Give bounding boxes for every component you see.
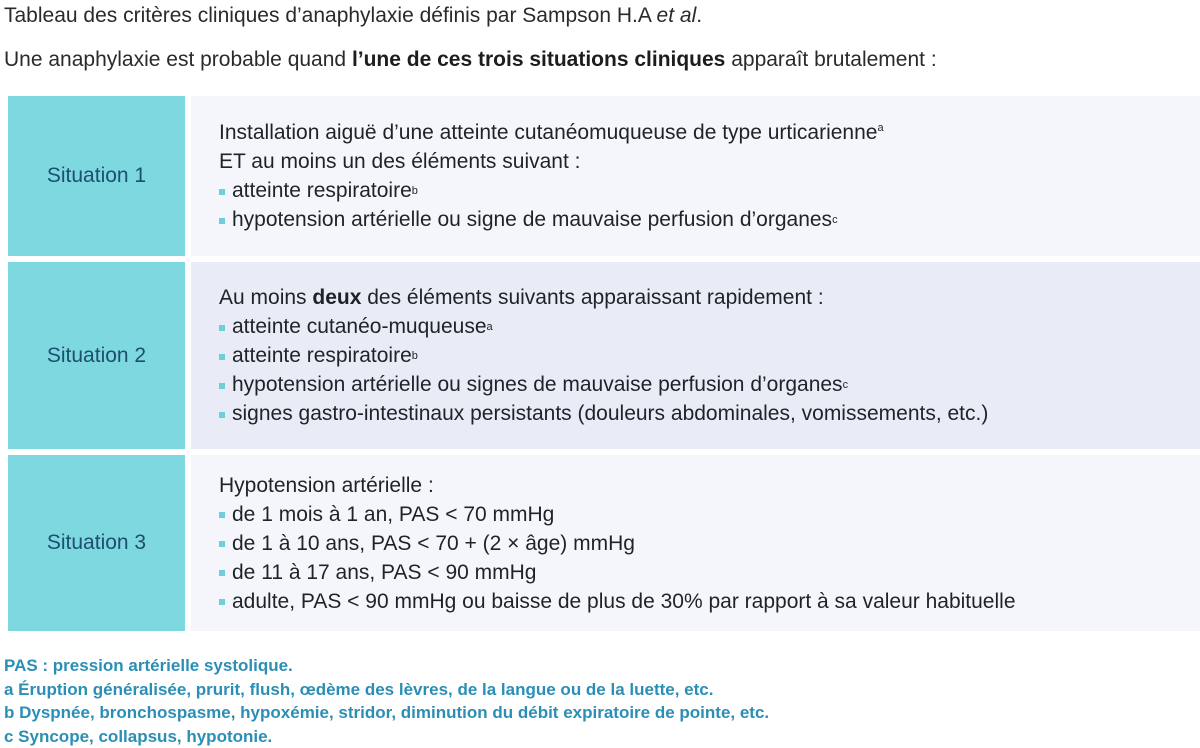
situation-label: Situation 3 <box>8 455 185 631</box>
list-item-text: de 1 mois à 1 an, PAS < 70 mmHg <box>232 500 554 529</box>
list-item <box>219 587 1200 616</box>
content-line: Hypotension artérielle : <box>219 471 1200 500</box>
situation-content <box>191 96 1200 256</box>
list-item-text: atteinte cutanéo-muqueuse <box>232 312 487 341</box>
situation-content <box>191 455 1200 631</box>
list-item-text: de 11 à 17 ans, PAS < 90 mmHg <box>232 558 536 587</box>
list-item-text: signes gastro-intestinaux persistants (douleurs abdominales, vomissements, etc.) <box>232 399 988 428</box>
footnote-ref: a <box>877 122 883 134</box>
footnote: b Dyspnée, bronchospasme, hypoxémie, stridor, diminution du débit expiratoire de pointe, etc. <box>4 701 769 725</box>
content-text: des éléments suivants apparaissant rapidement : <box>361 286 823 309</box>
bullet-square-icon <box>219 599 225 605</box>
bullet-square-icon <box>219 570 225 576</box>
list-item: atteinte respiratoire b <box>219 341 1200 370</box>
table-row-situation-1 <box>8 96 1200 256</box>
footnote: a Éruption généralisée, prurit, flush, œdème des lèvres, de la langue ou de la luette, etc. <box>4 678 769 702</box>
bullet-square-icon <box>219 512 225 518</box>
content-line <box>219 118 1200 147</box>
footnotes <box>4 654 769 748</box>
list-item: hypotension artérielle ou signes de mauvaise perfusion d’organes c <box>219 370 1200 399</box>
title-prefix: Tableau des critères cliniques d’anaphylaxie définis par Sampson H.A <box>4 4 657 27</box>
intro-text <box>4 46 937 74</box>
title-italic: et al <box>657 4 697 27</box>
content-bold: deux <box>312 286 361 309</box>
list-item <box>219 399 1200 428</box>
intro-suffix: apparaît brutalement : <box>725 48 936 71</box>
bullet-square-icon <box>219 189 225 195</box>
table-row-situation-3 <box>8 455 1200 631</box>
list-item-text: hypotension artérielle ou signes de mauvaise perfusion d’organes <box>232 370 843 399</box>
intro-prefix: Une anaphylaxie est probable quand <box>4 48 352 71</box>
bullet-square-icon <box>219 354 225 360</box>
list-item-text: atteinte respiratoire <box>232 176 412 205</box>
footnote: PAS : pression artérielle systolique. <box>4 654 769 678</box>
content-line: ET au moins un des éléments suivant : <box>219 147 1200 176</box>
situation-label: Situation 2 <box>8 262 185 449</box>
situation-label: Situation 1 <box>8 96 185 256</box>
page-title <box>4 2 702 30</box>
bullet-square-icon <box>219 218 225 224</box>
list-item: atteinte cutanéo-muqueuse a <box>219 312 1200 341</box>
content-text: Installation aiguë d’une atteinte cutanéomuqueuse de type urticarienne <box>219 121 877 144</box>
content-line <box>219 283 1200 312</box>
footnote: c Syncope, collapsus, hypotonie. <box>4 725 769 748</box>
situation-content <box>191 262 1200 449</box>
list-item: atteinte respiratoire b <box>219 176 1200 205</box>
list-item-text: adulte, PAS < 90 mmHg ou baisse de plus de 30% par rapport à sa valeur habituelle <box>232 587 1016 616</box>
list-item <box>219 529 1200 558</box>
list-item <box>219 500 1200 529</box>
list-item-text: de 1 à 10 ans, PAS < 70 + (2 × âge) mmHg <box>232 529 635 558</box>
content-text: Au moins <box>219 286 312 309</box>
list-item-text: hypotension artérielle ou signe de mauvaise perfusion d’organes <box>232 205 832 234</box>
criteria-table <box>8 96 1200 637</box>
intro-bold: l’une de ces trois situations cliniques <box>352 48 725 71</box>
list-item: hypotension artérielle ou signe de mauvaise perfusion d’organes c <box>219 205 1200 234</box>
bullet-square-icon <box>219 383 225 389</box>
bullet-square-icon <box>219 325 225 331</box>
table-row-situation-2 <box>8 262 1200 449</box>
title-suffix: . <box>696 4 702 27</box>
bullet-square-icon <box>219 412 225 418</box>
bullet-square-icon <box>219 541 225 547</box>
list-item <box>219 558 1200 587</box>
list-item-text: atteinte respiratoire <box>232 341 412 370</box>
